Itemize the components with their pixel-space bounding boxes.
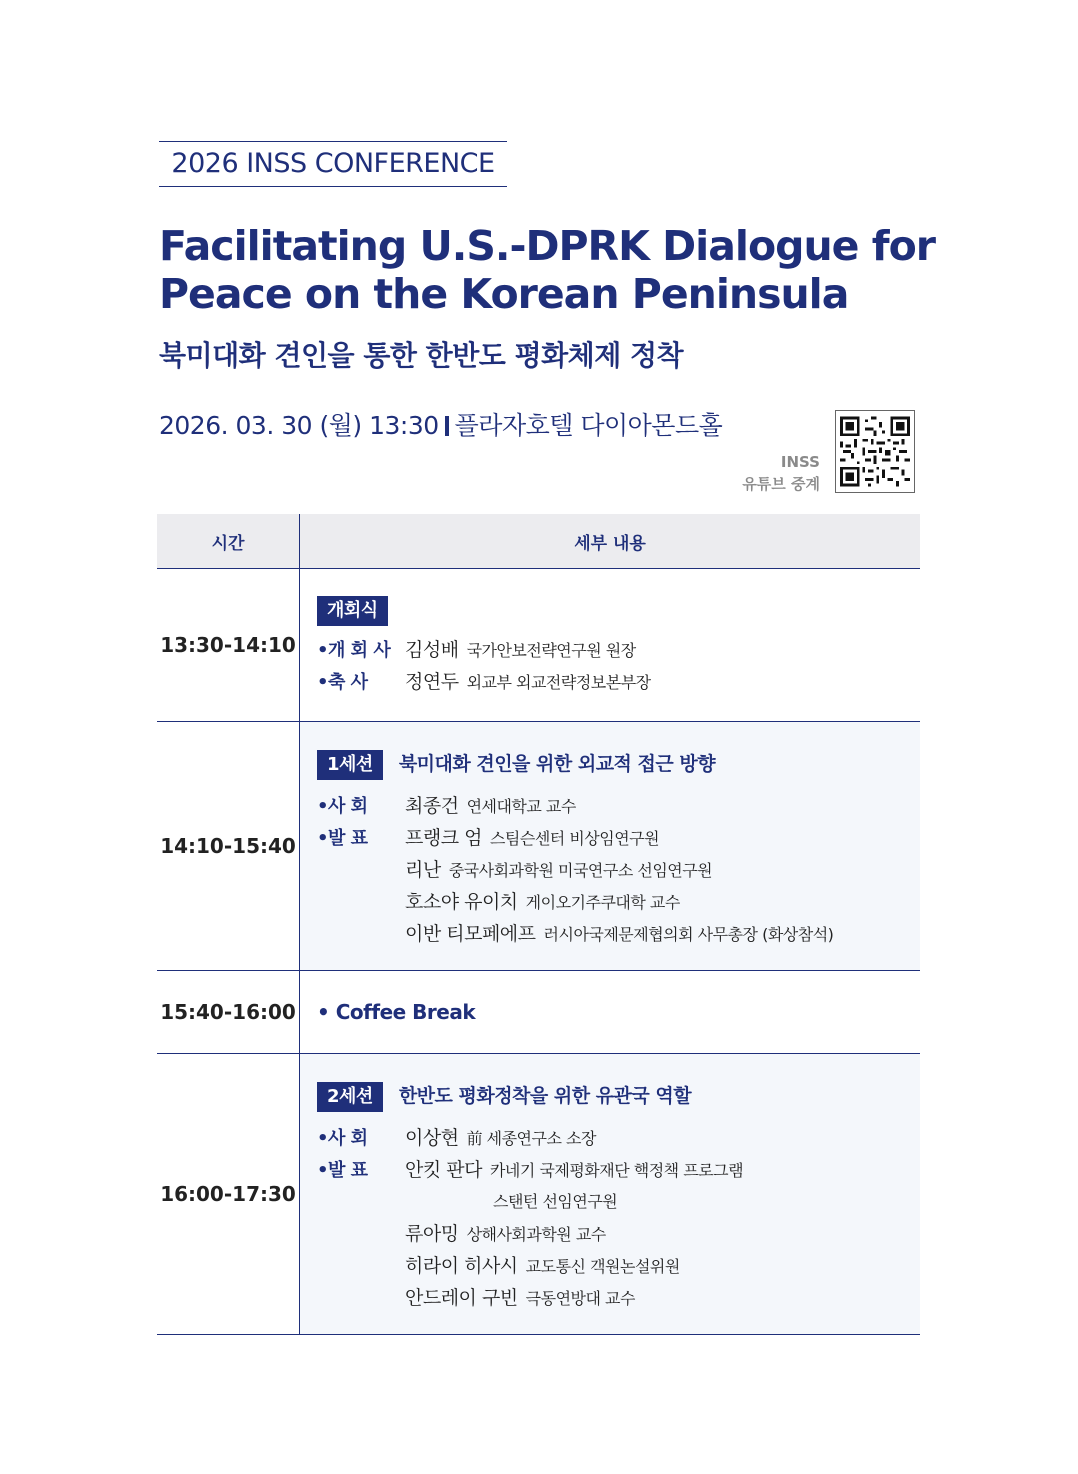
event-info xyxy=(159,406,722,442)
list-item xyxy=(317,1186,920,1218)
person-name: 안드레이 구빈 xyxy=(405,1287,518,1309)
person-name: 프랭크 엄 xyxy=(405,827,482,849)
person-affiliation: 교도통신 객원논설위원 xyxy=(525,1257,680,1276)
list-item xyxy=(317,886,920,918)
qr-label xyxy=(700,451,820,495)
session-badge: 2세션 xyxy=(317,1082,383,1112)
list-item xyxy=(317,854,920,886)
person-affiliation: 前 세종연구소 소장 xyxy=(466,1129,596,1148)
table-header xyxy=(157,514,920,569)
table-row xyxy=(157,569,920,722)
header-detail: 세부 내용 xyxy=(574,533,646,554)
person-affiliation: 극동연방대 교수 xyxy=(525,1289,635,1308)
conference-tag: 2026 INSS CONFERENCE xyxy=(159,141,507,187)
person-name: 최종건 xyxy=(405,795,459,817)
list-item xyxy=(317,918,920,950)
title-korean: 북미대화 견인을 통한 한반도 평화체제 정착 xyxy=(159,339,684,372)
qr-label-line1: INSS xyxy=(780,453,820,471)
person-name: 이상현 xyxy=(405,1127,459,1149)
list-item xyxy=(317,822,920,854)
role-label: •축 사 xyxy=(317,672,368,693)
role-label: •사 회 xyxy=(317,796,368,817)
person-name: 김성배 xyxy=(405,639,459,661)
event-date: 2026. 03. 30 (월) 13:30 xyxy=(159,411,439,440)
table-row xyxy=(157,971,920,1054)
qr-label-line2: 유튜브 중계 xyxy=(742,475,820,493)
table-row xyxy=(157,1054,920,1335)
title-english: Facilitating U.S.-DPRK Dialogue for Peace on the Korean Peninsula xyxy=(159,222,935,318)
qr-code-icon[interactable] xyxy=(835,410,915,493)
session-title: 북미대화 견인을 위한 외교적 접근 방향 xyxy=(398,753,716,775)
person-affiliation: 게이오기주쿠대학 교수 xyxy=(525,893,680,912)
event-venue: 플라자호텔 다이아몬드홀 xyxy=(454,411,723,440)
person-affiliation: 스팀슨센터 비상임연구원 xyxy=(489,829,660,848)
role-label: •발 표 xyxy=(317,1160,368,1181)
person-name: 리난 xyxy=(405,859,441,881)
list-item xyxy=(317,790,920,822)
list-item xyxy=(317,1122,920,1154)
session-title: 한반도 평화정착을 위한 유관국 역할 xyxy=(398,1085,692,1107)
person-affiliation: 중국사회과학원 미국연구소 선임연구원 xyxy=(448,861,713,880)
list-item xyxy=(317,1250,920,1282)
schedule-table xyxy=(157,514,920,1335)
row-detail xyxy=(300,722,920,970)
separator xyxy=(445,416,449,436)
row-detail xyxy=(300,971,920,1053)
header-time: 시간 xyxy=(157,514,300,568)
list-item xyxy=(317,1282,920,1314)
row-time: 15:40-16:00 xyxy=(157,971,300,1053)
person-affiliation: 스탠턴 선임연구원 xyxy=(493,1192,618,1211)
role-label: •사 회 xyxy=(317,1128,368,1149)
table-row xyxy=(157,722,920,971)
role-label: •발 표 xyxy=(317,828,368,849)
person-name: 이반 티모페에프 xyxy=(405,923,536,945)
session-badge: 개회식 xyxy=(317,596,388,626)
person-name: 안킷 판다 xyxy=(405,1159,482,1181)
person-affiliation: 외교부 외교전략정보본부장 xyxy=(466,673,651,692)
person-name: 히라이 히사시 xyxy=(405,1255,518,1277)
row-detail xyxy=(300,1054,920,1334)
list-item xyxy=(317,1154,920,1186)
person-affiliation: 국가안보전략연구원 원장 xyxy=(466,641,636,660)
person-affiliation: 상해사회과학원 교수 xyxy=(466,1225,606,1244)
list-item xyxy=(317,634,920,666)
person-name: 류아밍 xyxy=(405,1223,459,1245)
row-time: 16:00-17:30 xyxy=(157,1054,300,1334)
list-item xyxy=(317,1218,920,1250)
list-item xyxy=(317,666,920,698)
person-name: 정연두 xyxy=(405,671,459,693)
session-badge: 1세션 xyxy=(317,750,383,780)
person-name: 호소야 유이치 xyxy=(405,891,518,913)
row-time: 14:10-15:40 xyxy=(157,722,300,970)
person-affiliation: 러시아국제문제협의회 사무총장 (화상참석) xyxy=(543,925,834,944)
role-label: •개 회 사 xyxy=(317,640,391,661)
person-affiliation: 카네기 국제평화재단 핵정책 프로그램 xyxy=(489,1161,744,1180)
coffee-break-label: • Coffee Break xyxy=(317,1000,476,1024)
row-time: 13:30-14:10 xyxy=(157,569,300,721)
row-detail xyxy=(300,569,920,721)
person-affiliation: 연세대학교 교수 xyxy=(466,797,576,816)
